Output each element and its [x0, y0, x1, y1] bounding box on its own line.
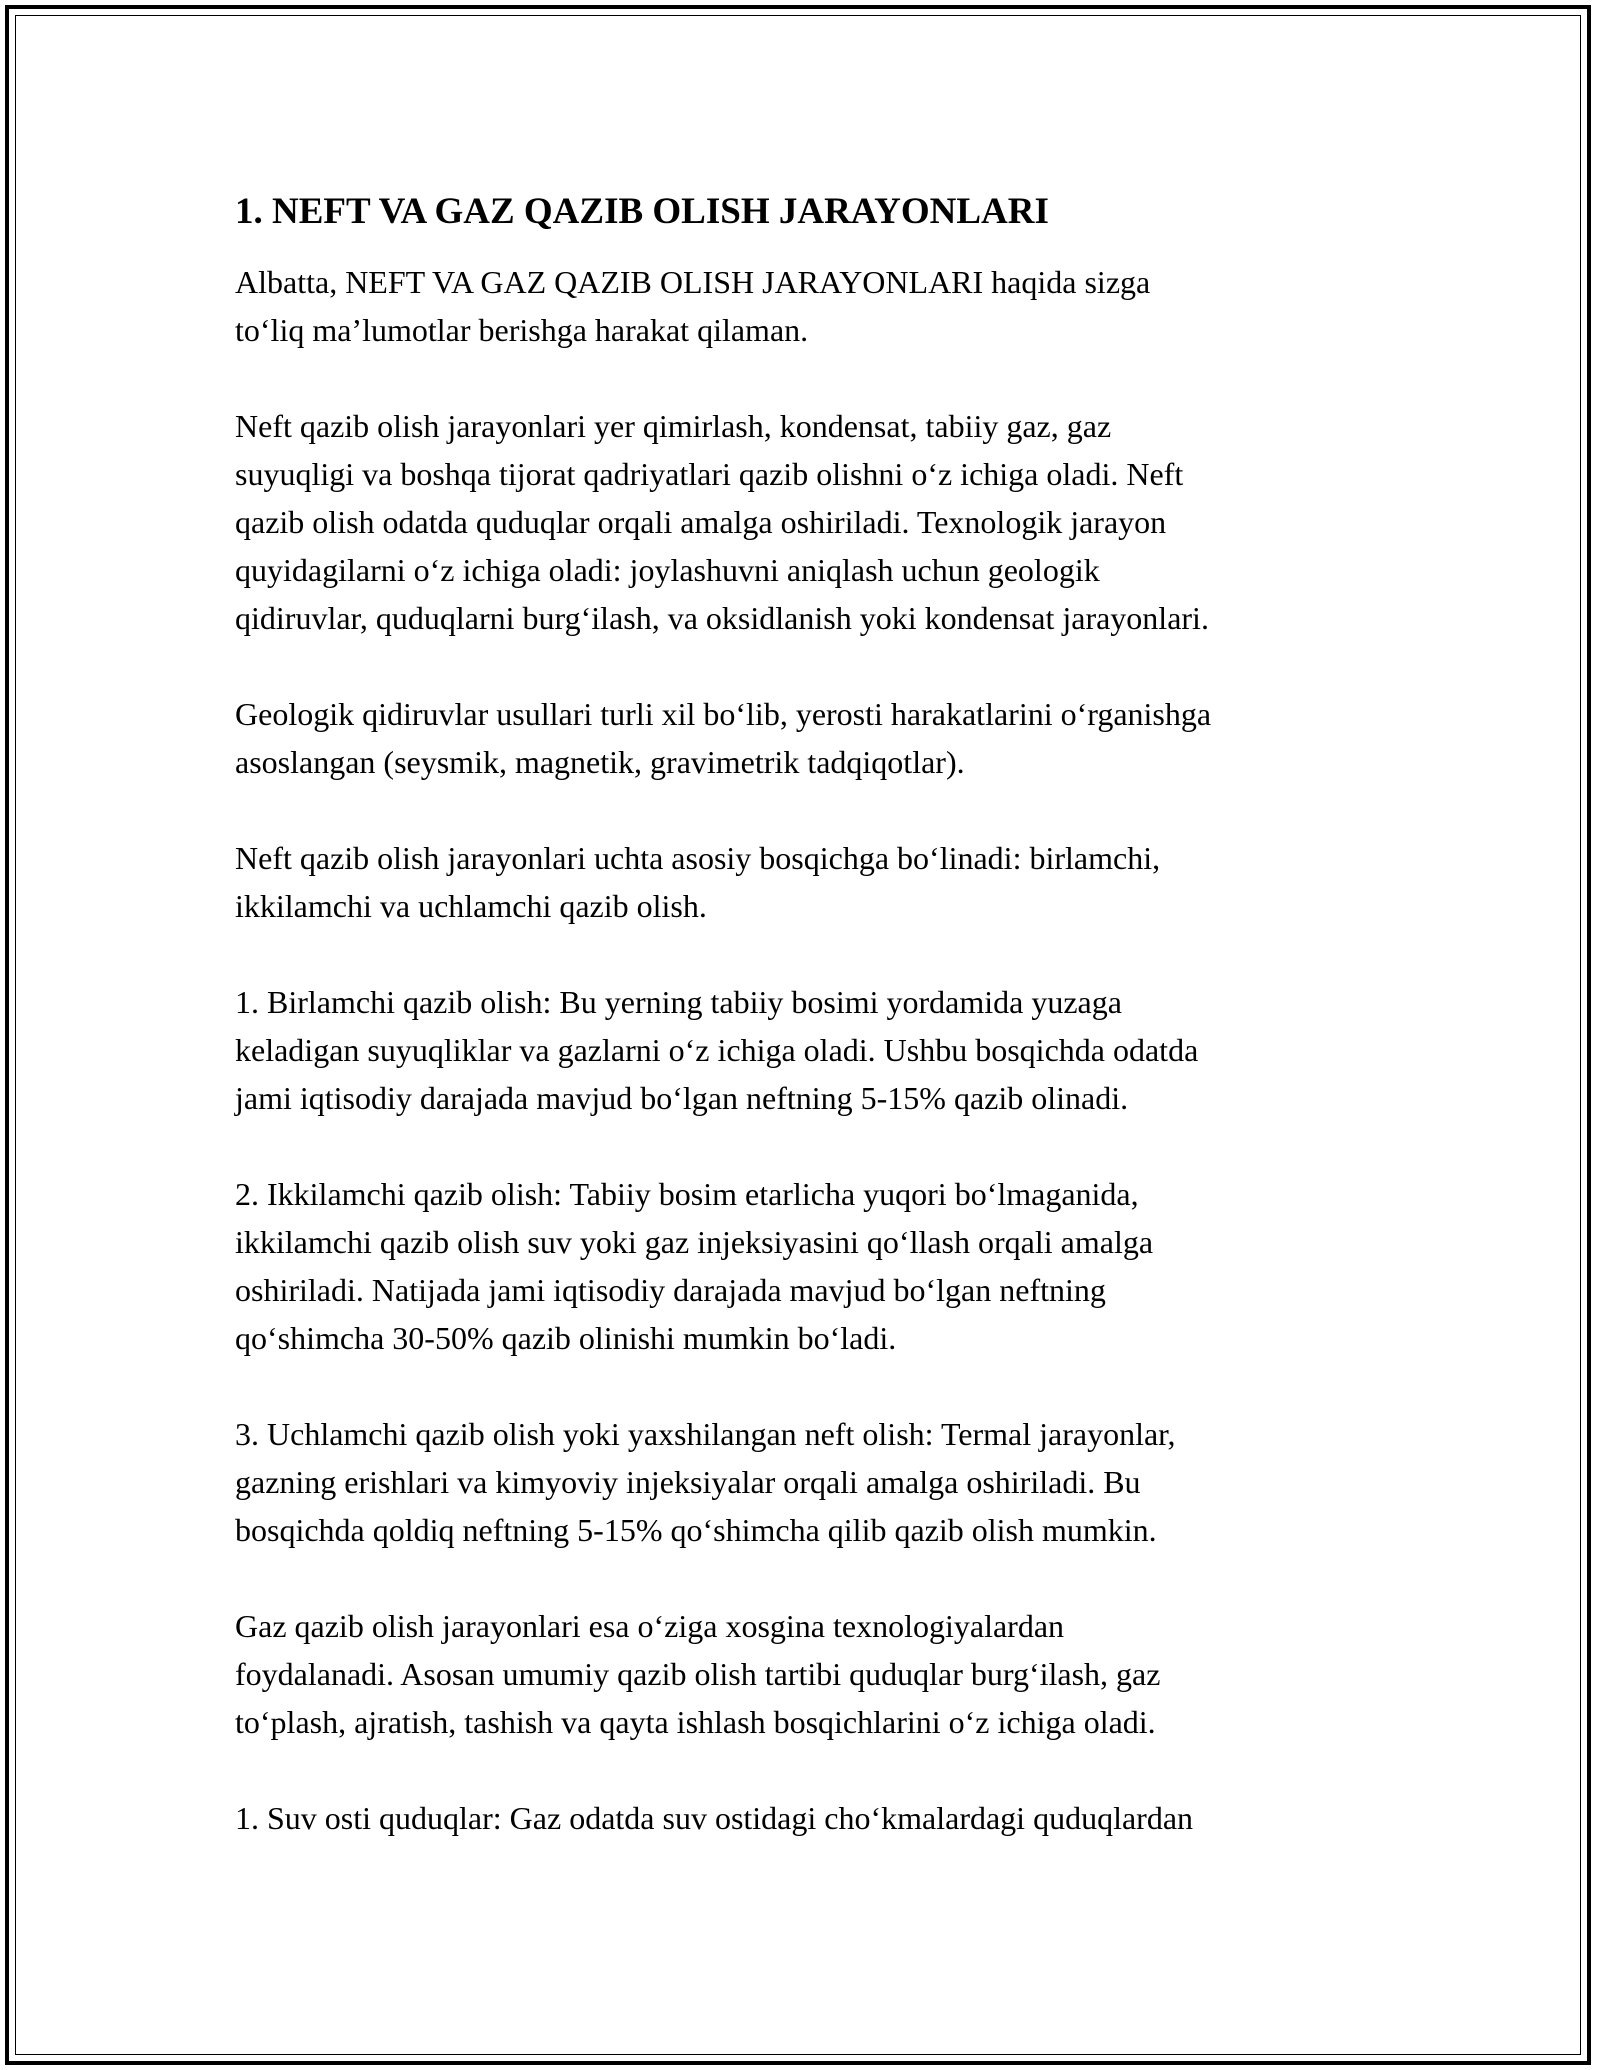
text-line: bosqichda qoldiq neftning 5-15% qo‘shimcha qilib qazib olish mumkin. [235, 1512, 1157, 1548]
text-line: quyidagilarni o‘z ichiga oladi: joylashuvni aniqlash uchun geologik [235, 552, 1100, 588]
text-line: 1. Suv osti quduqlar: Gaz odatda suv ostidagi cho‘kmalardagi quduqlardan [235, 1800, 1194, 1836]
paragraph-geological-survey [235, 690, 1375, 786]
text-line: Gaz qazib olish jarayonlari esa o‘ziga xosgina texnologiyalardan [235, 1608, 1065, 1644]
text-line: oshiriladi. Natijada jami iqtisodiy darajada mavjud bo‘lgan neftning [235, 1272, 1106, 1308]
paragraph-intro [235, 258, 1375, 354]
text-line: gazning erishlari va kimyoviy injeksiyalar orqali amalga oshiriladi. Bu [235, 1464, 1141, 1500]
text-line: qazib olish odatda quduqlar orqali amalga oshiriladi. Texnologik jarayon [235, 504, 1167, 540]
text-line: jami iqtisodiy darajada mavjud bo‘lgan neftning 5-15% qazib olinadi. [235, 1080, 1129, 1116]
paragraph-underwater-wells [235, 1794, 1375, 1842]
text-line: ikkilamchi qazib olish suv yoki gaz injeksiyasini qo‘llash orqali amalga [235, 1224, 1154, 1260]
paragraph-oil-extraction [235, 402, 1375, 642]
text-line: to‘liq ma’lumotlar berishga harakat qilaman. [235, 312, 809, 348]
text-line: keladigan suyuqliklar va gazlarni o‘z ichiga oladi. Ushbu bosqichda odatda [235, 1032, 1199, 1068]
text-line: to‘plash, ajratish, tashish va qayta ishlash bosqichlarini o‘z ichiga oladi. [235, 1704, 1156, 1740]
paragraph-stages [235, 834, 1375, 930]
text-line: qo‘shimcha 30-50% qazib olinishi mumkin bo‘ladi. [235, 1320, 897, 1356]
text-line: qidiruvlar, quduqlarni burg‘ilash, va oksidlanish yoki kondensat jarayonlari. [235, 600, 1209, 636]
paragraph-secondary-recovery [235, 1170, 1375, 1362]
paragraph-primary-recovery [235, 978, 1375, 1122]
document-title: 1. NEFT VA GAZ QAZIB OLISH JARAYONLARI [235, 191, 1049, 232]
text-line: Neft qazib olish jarayonlari uchta asosiy bosqichga bo‘linadi: birlamchi, [235, 840, 1161, 876]
text-line: Neft qazib olish jarayonlari yer qimirlash, kondensat, tabiiy gaz, gaz [235, 408, 1112, 444]
text-line: Albatta, NEFT VA GAZ QAZIB OLISH JARAYONLARI haqida sizga [235, 264, 1151, 300]
text-line: 3. Uchlamchi qazib olish yoki yaxshilangan neft olish: Termal jarayonlar, [235, 1416, 1176, 1452]
text-line: suyuqligi va boshqa tijorat qadriyatlari qazib olishni o‘z ichiga oladi. Neft [235, 456, 1184, 492]
document-body [235, 188, 1375, 1890]
text-line: foydalanadi. Asosan umumiy qazib olish tartibi quduqlar burg‘ilash, gaz [235, 1656, 1161, 1692]
text-line: Geologik qidiruvlar usullari turli xil bo‘lib, yerosti harakatlarini o‘rganishga [235, 696, 1212, 732]
text-line: ikkilamchi va uchlamchi qazib olish. [235, 888, 707, 924]
paragraph-tertiary-recovery [235, 1410, 1375, 1554]
text-line: asoslangan (seysmik, magnetik, gravimetrik tadqiqotlar). [235, 744, 965, 780]
paragraph-gas-extraction [235, 1602, 1375, 1746]
text-line: 1. Birlamchi qazib olish: Bu yerning tabiiy bosimi yordamida yuzaga [235, 984, 1122, 1020]
text-line: 2. Ikkilamchi qazib olish: Tabiiy bosim etarlicha yuqori bo‘lmaganida, [235, 1176, 1139, 1212]
